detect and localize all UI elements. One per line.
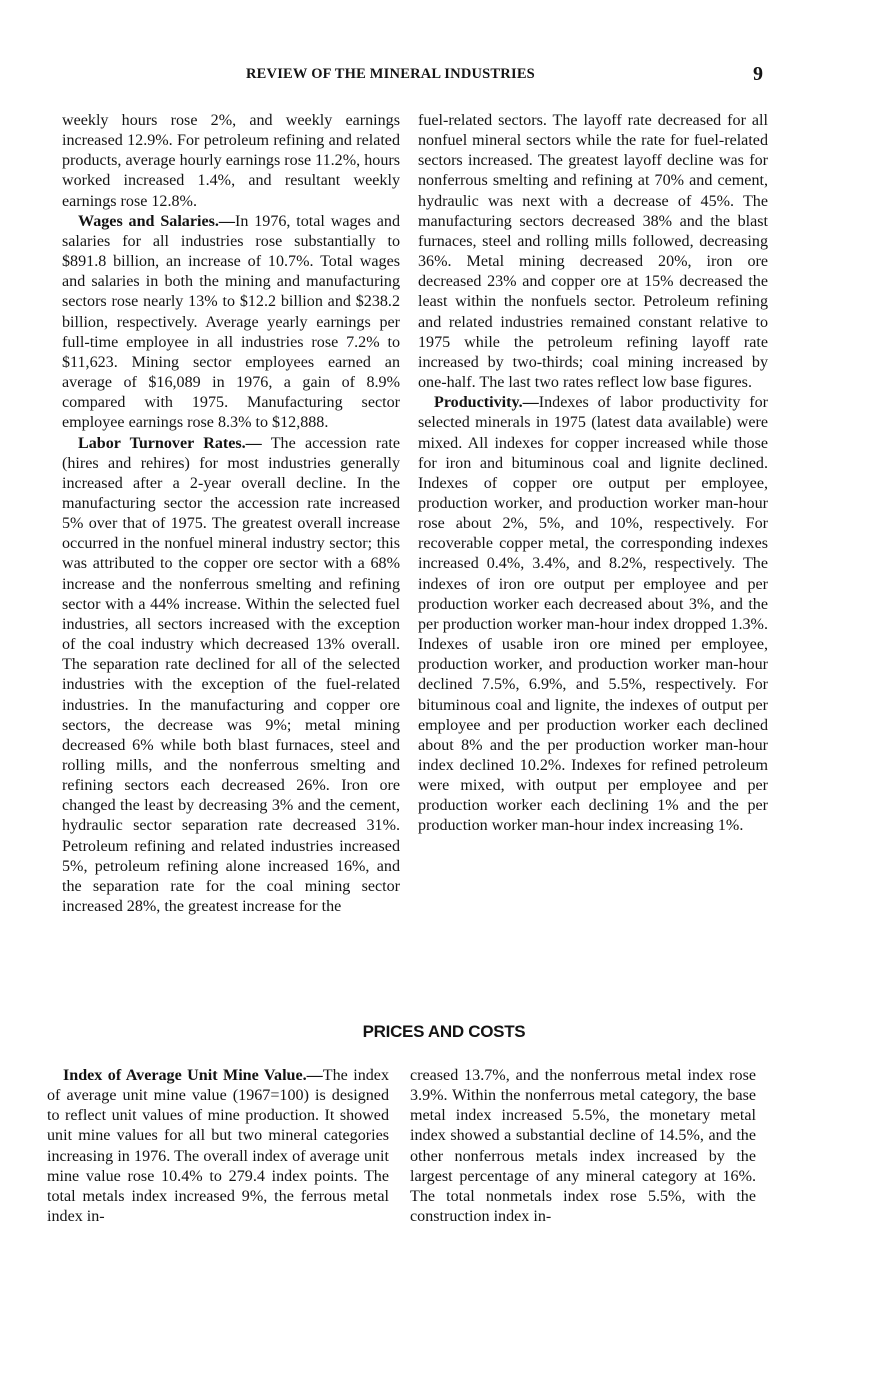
wages-text: In 1976, total wages and salaries for all industries rose substantially to $891.8 billion, an increase of 10.7%. Total wages and salaries in both the mining and manufacturing sectors rose nearly 13% to $12.2 billion and $238.2 billion, respectively. Average yearly earnings per full-time employee in all industries rose 7.2% to $11,623. Mining sector employees earned an average of $16,089 in 1976, a gain of 8.9% compared with 1975. Manufacturing sector employee earnings rose 8.3% to $12,888. — [62, 212, 400, 432]
paragraph-unit-mine-value — [47, 1066, 389, 1227]
run-in-heading-unit-mine-value: Index of Average Unit Mine Value.— — [63, 1067, 323, 1084]
unit-mine-value-text: The index of average unit mine value (1967=100) is designed to reflect unit values of mine production. It showed unit mine values for all but two mineral categories increasing in 1976. The overall index of average unit mine value rose 10.4% to 279.4 index points. The total metals index increased 9%, the ferrous metal index in- — [47, 1067, 389, 1226]
page-number: 9 — [753, 63, 763, 85]
upper-left-column — [62, 111, 400, 917]
run-in-heading-labor-turnover: Labor Turnover Rates.— — [78, 434, 262, 452]
paragraph-wages-salaries — [62, 212, 400, 434]
lower-left-column — [47, 1066, 389, 1227]
paragraph-layoff-rates: fuel-related sectors. The layoff rate decreased for all nonfuel mineral sectors while the rate for fuel-related sectors increased. The greatest layoff decline was for nonferrous smelting and refining at 70% and cement, hydraulic was next with a decrease of 45%. The manufacturing sectors decreased 38% and the blast furnaces, steel and rolling mills followed, decreasing 36%. Metal mining decreased 20%, iron ore decreased 23% and copper ore at 15% decreased the least within the nonfuels sector. Petroleum refining and related industries remained constant relative to 1975 while the petroleum refining layoff rate increased by two-thirds; coal mining increased by one-half. The last two rates reflect low base figures. — [418, 112, 768, 392]
run-in-heading-wages: Wages and Salaries.— — [78, 212, 235, 230]
paragraph-labor-turnover — [62, 434, 400, 918]
paragraph-metal-indexes: creased 13.7%, and the nonferrous metal index rose 3.9%. Within the nonferrous metal category, the base metal index increased 5.5%, the monetary metal index showed a substantial decline of 14.5%, and the other nonferrous metals index increased by the largest percentage of any mineral category at 16%. The total nonmetals index rose 5.5%, with the construction index in- — [410, 1067, 756, 1226]
paragraph-productivity — [418, 393, 768, 836]
productivity-text: Indexes of labor productivity for selected minerals in 1975 (latest data available) were mixed. All indexes for copper increased while those for iron and bituminous coal and lignite declined. Indexes of copper ore output per employee, production worker, and production worker man-hour rose about 2%, 5%, and 10%, respectively. For recoverable copper metal, the corresponding indexes increased 0.4%, 3.4%, and 8.2%, respectively. The indexes of iron ore output per employee and per production worker each decreased about 3%, and the per production worker man-hour index dropped 1.3%. Indexes of usable iron ore mined per employee, production worker, and production worker man-hour declined 7.5%, 6.9%, and 5.5%, respectively. For bituminous coal and lignite, the indexes of output per employee and per production worker each declined about 8% and the per production worker man-hour index declined 10.2%. Indexes for refined petroleum were mixed, with output per employee and per production worker each declining 1% and the per production worker man-hour index increasing 1%. — [418, 394, 768, 835]
run-in-heading-productivity: Productivity.— — [434, 394, 539, 412]
paragraph-hours-earnings: weekly hours rose 2%, and weekly earnings increased 12.9%. For petroleum refining and related products, average hourly earnings rose 11.2%, hours worked increased 1.4%, and resultant weekly earnings rose 12.8%. — [62, 112, 400, 210]
section-heading-prices-costs: PRICES AND COSTS — [362, 1022, 526, 1041]
running-header — [0, 63, 888, 86]
lower-right-column — [410, 1066, 756, 1227]
upper-right-column — [418, 111, 768, 837]
labor-turnover-text: The accession rate (hires and rehires) for most industries generally increased after a 2-year overall decline. In the manufacturing sector the accession rate increased 5% over that of 1975. The greatest overall increase occurred in the nonfuel mineral industry sector; this was attributed to the copper ore sector with a 68% increase and the nonferrous smelting and refining sector with a 44% increase. Within the selected fuel industries, all sectors increased with the exception of the coal industry which decreased 13% overall. The separation rate declined for all of the selected industries with the exception of the fuel-related industries. In the manufacturing and copper ore sectors, the decrease was 9%; metal mining decreased 6% while both blast furnaces, steel and rolling mills, and the nonferrous smelting and refining sectors each decreased 26%. Iron ore changed the least by decreasing 3% and the cement, hydraulic sector separation rate decreased 31%. Petroleum refining and related industries increased 5%, petroleum refining alone increased 16%, and the separation rate for the coal mining sector increased 28%, the greatest increase for the — [62, 434, 400, 916]
running-title: REVIEW OF THE MINERAL INDUSTRIES — [246, 66, 535, 82]
